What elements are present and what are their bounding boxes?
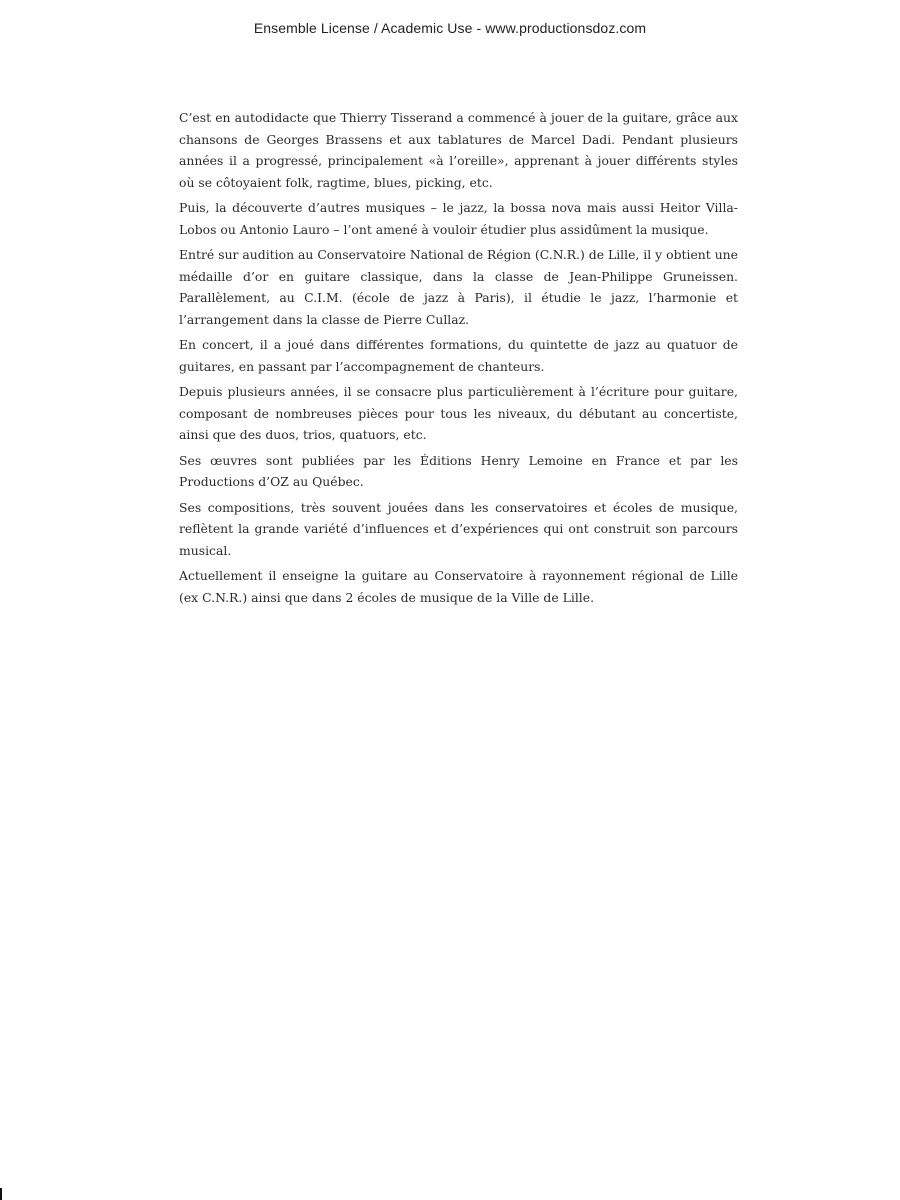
biography-text (179, 107, 738, 612)
biography-paragraph: Ses compositions, très souvent jouées dans les conservatoires et écoles de musique, reflètent la grande variété d’influences et d’expériences qui ont construit son parcours musical. (179, 499, 738, 558)
biography-paragraph: Actuellement il enseigne la guitare au Conservatoire à rayonnement régional de Lille (ex C.N.R.) ainsi que dans 2 écoles de musique de la Ville de Lille. (179, 568, 738, 605)
biography-paragraph: Entré sur audition au Conservatoire National de Région (C.N.R.) de Lille, il y obtient une médaille d’or en guitare classique, dans la classe de Jean-Philippe Gruneissen. Parallèlement, au C.I.M. (école de jazz à Paris), il étudie le jazz, l’harmonie et l’arrangement dans la classe de Pierre Cullaz. (179, 247, 738, 327)
page-edge-mark (0, 1188, 2, 1200)
biography-paragraph: Ses œuvres sont publiées par les Éditions Henry Lemoine en France et par les Productions d’OZ au Québec. (179, 452, 738, 489)
biography-paragraph: Puis, la découverte d’autres musiques – le jazz, la bossa nova mais aussi Heitor Villa-Lobos ou Antonio Lauro – l’ont amené à vouloir étudier plus assidûment la musique. (179, 200, 738, 237)
biography-paragraph: En concert, il a joué dans différentes formations, du quintette de jazz au quatuor de guitares, en passant par l’accompagnement de chanteurs. (179, 337, 738, 374)
license-header: Ensemble License / Academic Use - www.productionsdoz.com (253, 20, 647, 36)
biography-paragraph: Depuis plusieurs années, il se consacre plus particulièrement à l’écriture pour guitare, composant de nombreuses pièces pour tous les niveaux, du débutant au concertiste, ainsi que des duos, trios, quatuors, etc. (179, 384, 738, 442)
biography-paragraph: C’est en autodidacte que Thierry Tisserand a commencé à jouer de la guitare, grâce aux chansons de Georges Brassens et aux tablatures de Marcel Dadi. Pendant plusieurs années il a progressé, principalement «à l’oreille», apprenant à jouer différents styles où se côtoyaient folk, ragtime, blues, picking, etc. (179, 110, 738, 190)
